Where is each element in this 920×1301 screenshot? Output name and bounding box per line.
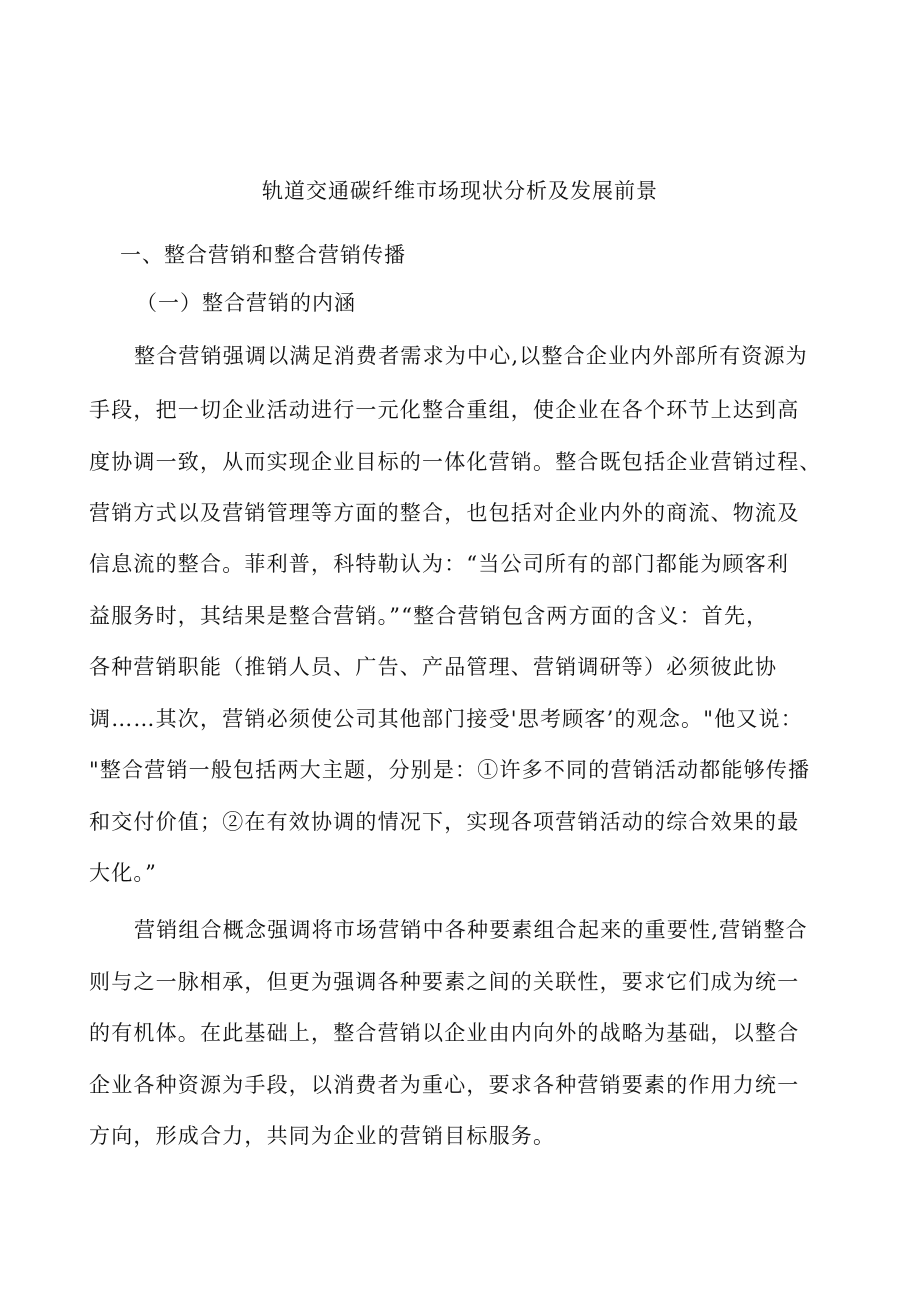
- paragraph-line: 大化。”: [89, 861, 158, 885]
- subsection-heading: （一）整合营销的内涵: [136, 291, 356, 315]
- paragraph-line: 调……其次，营销必须使公司其他部门接受'思考顾客’的观念。"他又说：: [89, 707, 803, 731]
- paragraph-line: 则与之一脉相承，但更为强调各种要素之间的关联性，要求它们成为统一: [89, 970, 800, 994]
- paragraph-line: 各种营销职能（推销人员、广告、产品管理、营销调研等）必须彼此协: [89, 655, 778, 679]
- paragraph-line: "整合营销一般包括两大主题，分别是：①许多不同的营销活动都能够传播: [89, 758, 811, 782]
- paragraph-line: 的有机体。在此基础上，整合营销以企业由内向外的战略为基础，以整合: [89, 1021, 800, 1045]
- section-heading: 一、整合营销和整合营销传播: [120, 243, 406, 267]
- paragraph-line: 和交付价值；②在有效协调的情况下，实现各项营销活动的综合效果的最: [89, 810, 800, 834]
- paragraph-line: 企业各种资源为手段，以消费者为重心，要求各种营销要素的作用力统一: [89, 1073, 800, 1097]
- paragraph-line: 度协调一致，从而实现企业目标的一体化营销。整合既包括企业营销过程、: [89, 450, 822, 474]
- paragraph-line: 营销组合概念强调将市场营销中各种要素组合起来的重要性,营销整合: [134, 918, 808, 942]
- paragraph-line: 信息流的整合。菲利普，科特勒认为：“当公司所有的部门都能为顾客利: [89, 552, 790, 576]
- paragraph-line: 营销方式以及营销管理等方面的整合，也包括对企业内外的商流、物流及: [89, 501, 800, 525]
- paragraph-line: 手段，把一切企业活动进行一元化整合重组，使企业在各个环节上达到高: [89, 398, 800, 422]
- paragraph-line: 益服务时，其结果是整合营销。”“整合营销包含两方面的含义：首先，: [89, 604, 769, 628]
- document-title: 轨道交通碳纤维市场现状分析及发展前景: [262, 179, 658, 203]
- paragraph-line: 方向，形成合力，共同为企业的营销目标服务。: [89, 1124, 556, 1148]
- paragraph-line: 整合营销强调以满足消费者需求为中心,以整合企业内外部所有资源为: [134, 344, 808, 368]
